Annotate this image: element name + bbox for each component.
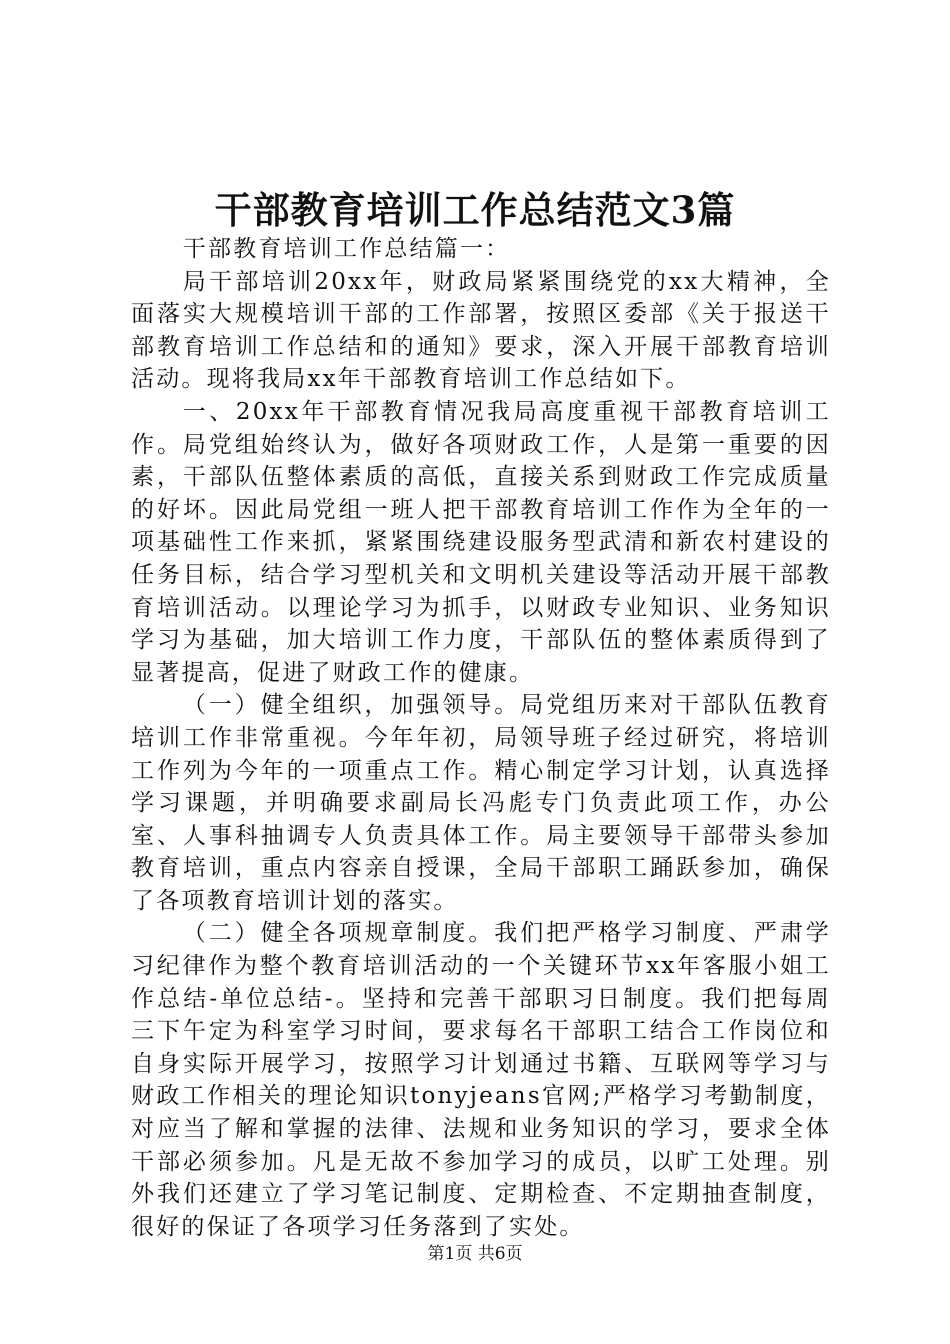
intro-paragraph: 局干部培训20xx年，财政局紧紧围绕党的xx大精神，全面落实大规模培训干部的工作部署，按照区委部《关于报送干部教育培训工作总结和的通知》要求，深入开展干部教育培训活动。现将我局xx年干部教育培训工作总结如下。 <box>131 268 831 393</box>
section-heading: 干部教育培训工作总结篇一： <box>182 236 511 262</box>
body-paragraph: 一、20xx年干部教育情况我局高度重视干部教育培训工作。局党组始终认为，做好各项财政工作，人是第一重要的因素，干部队伍整体素质的高低，直接关系到财政工作完成质量的好坏。因此局党组一班人把干部教育培训工作作为全年的一项基础性工作来抓，紧紧围绕建设服务型武清和新农村建设的任务目标，结合学习型机关和文明机关建设等活动开展干部教育培训活动。以理论学习为抓手，以财政专业知识、业务知识学习为基础，加大培训工作力度，干部队伍的整体素质得到了显著提高，促进了财政工作的健康。 <box>131 398 831 686</box>
body-paragraph: （一）健全组织，加强领导。局党组历来对干部队伍教育培训工作非常重视。今年年初，局领导班子经过研究，将培训工作列为今年的一项重点工作。精心制定学习计划，认真选择学习课题，并明确要求副局长冯彪专门负责此项工作，办公室、人事科抽调专人负责具体工作。局主要领导干部带头参加教育培训，重点内容亲自授课，全局干部职工踊跃参加，确保了各项教育培训计划的落实。 <box>131 692 831 914</box>
page-footer: 第1页 共6页 <box>427 1244 523 1264</box>
document-title: 干部教育培训工作总结范文3篇 <box>214 188 736 232</box>
document-body <box>131 233 831 1243</box>
body-paragraph: （二）健全各项规章制度。我们把严格学习制度、严肃学习纪律作为整个教育培训活动的一个关键环节xx年客服小姐工作总结-单位总结-。坚持和完善干部职习日制度。我们把每周三下午定为科室学习时间，要求每名干部职工结合工作岗位和自身实际开展学习，按照学习计划通过书籍、互联网等学习与财政工作相关的理论知识tonyjeans官网;严格学习考勤制度，对应当了解和掌握的法律、法规和业务知识的学习，要求全体干部必须参加。凡是无故不参加学习的成员，以旷工处理。别外我们还建立了学习笔记制度、定期检查、不定期抽查制度，很好的保证了各项学习任务落到了实处。 <box>131 920 831 1240</box>
